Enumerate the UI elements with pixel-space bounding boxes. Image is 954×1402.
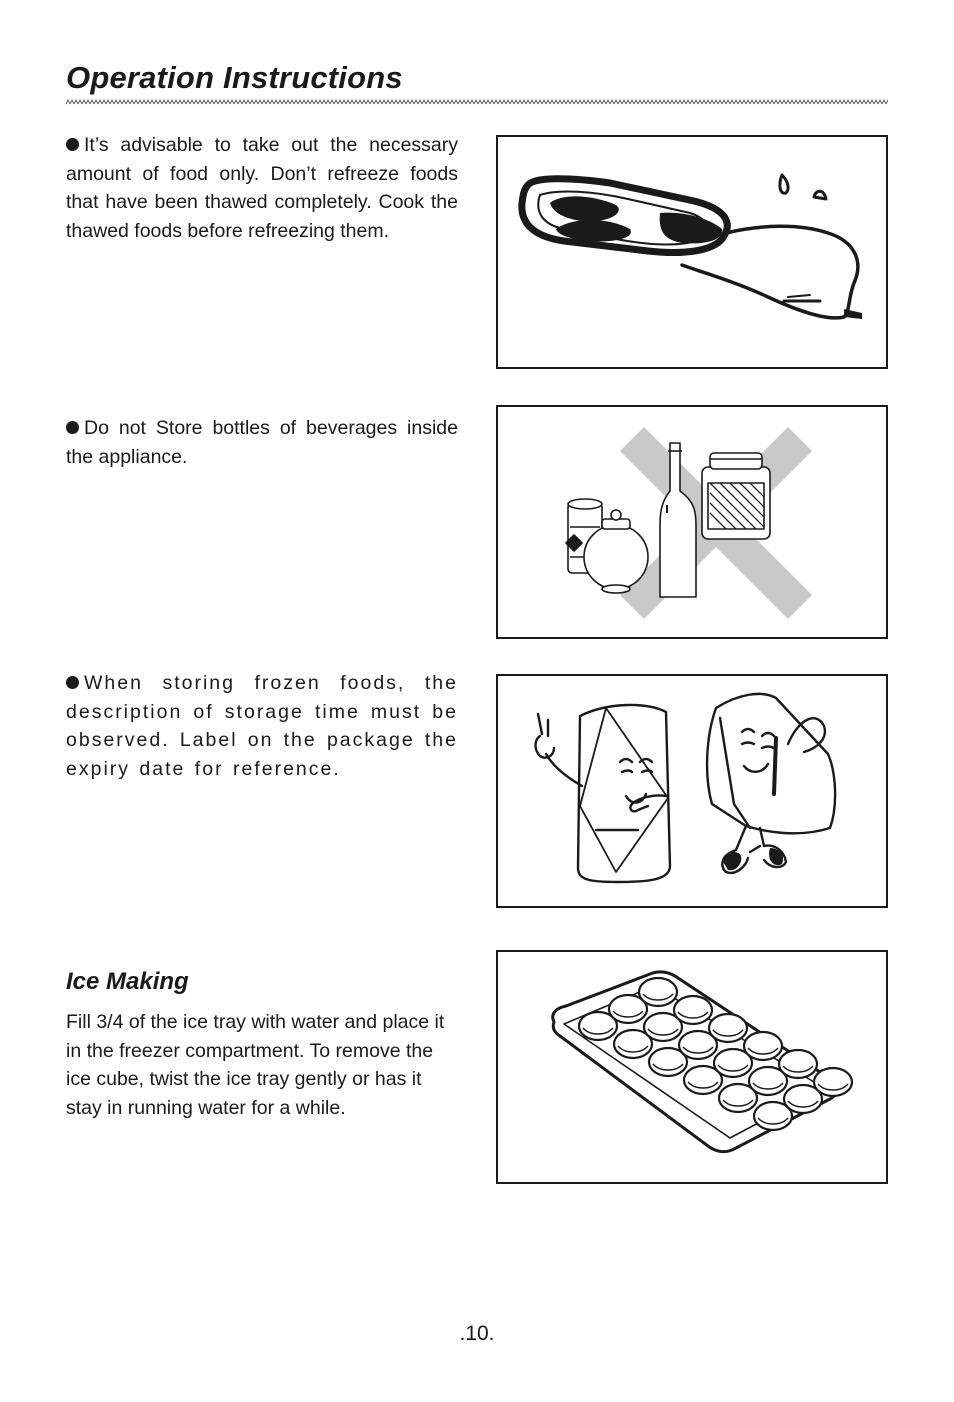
ice-cube-cell <box>744 1032 782 1060</box>
illustration-frozen-packages <box>496 674 888 908</box>
instruction-ice-making: Fill 3/4 of the ice tray with water and place it in the freezer compartment. To remove the ice cube, twist the ice tray gently or has it stay in running water for a while. <box>66 1011 445 1119</box>
illustration-ice-tray <box>496 950 888 1184</box>
thawed-food-icon <box>498 137 886 367</box>
frozen-packages-icon <box>498 676 886 906</box>
section-heading-ice-making: Ice Making <box>66 968 189 995</box>
ice-cube-cell <box>709 1014 747 1042</box>
instruction-no-bottles: Do not Store bottles of beverages inside the appliance. <box>66 417 458 468</box>
bullet-icon <box>66 676 79 689</box>
ice-cube-cell <box>674 996 712 1024</box>
ice-tray-icon <box>498 952 886 1182</box>
illustration-thawed-food <box>496 135 888 369</box>
page-number: .10. <box>459 1322 495 1345</box>
bullet-icon <box>66 421 79 434</box>
title-underline <box>66 98 888 106</box>
ice-cube-cell <box>814 1068 852 1096</box>
page-title: Operation Instructions <box>66 60 403 95</box>
instruction-frozen-labels: When storing frozen foods, the description of storage time must be observed. Label on the package the expiry date for reference. <box>66 672 458 780</box>
no-bottles-icon <box>498 407 886 637</box>
ice-cube-cell <box>639 978 677 1006</box>
instruction-thawed-food: It’s advisable to take out the necessary amount of food only. Don’t refreeze foods that have been thawed completely. Cook the thawed foods before refreezing them. <box>66 134 458 242</box>
illustration-no-bottles <box>496 405 888 639</box>
bullet-icon <box>66 138 79 151</box>
ice-cube-cell <box>779 1050 817 1078</box>
